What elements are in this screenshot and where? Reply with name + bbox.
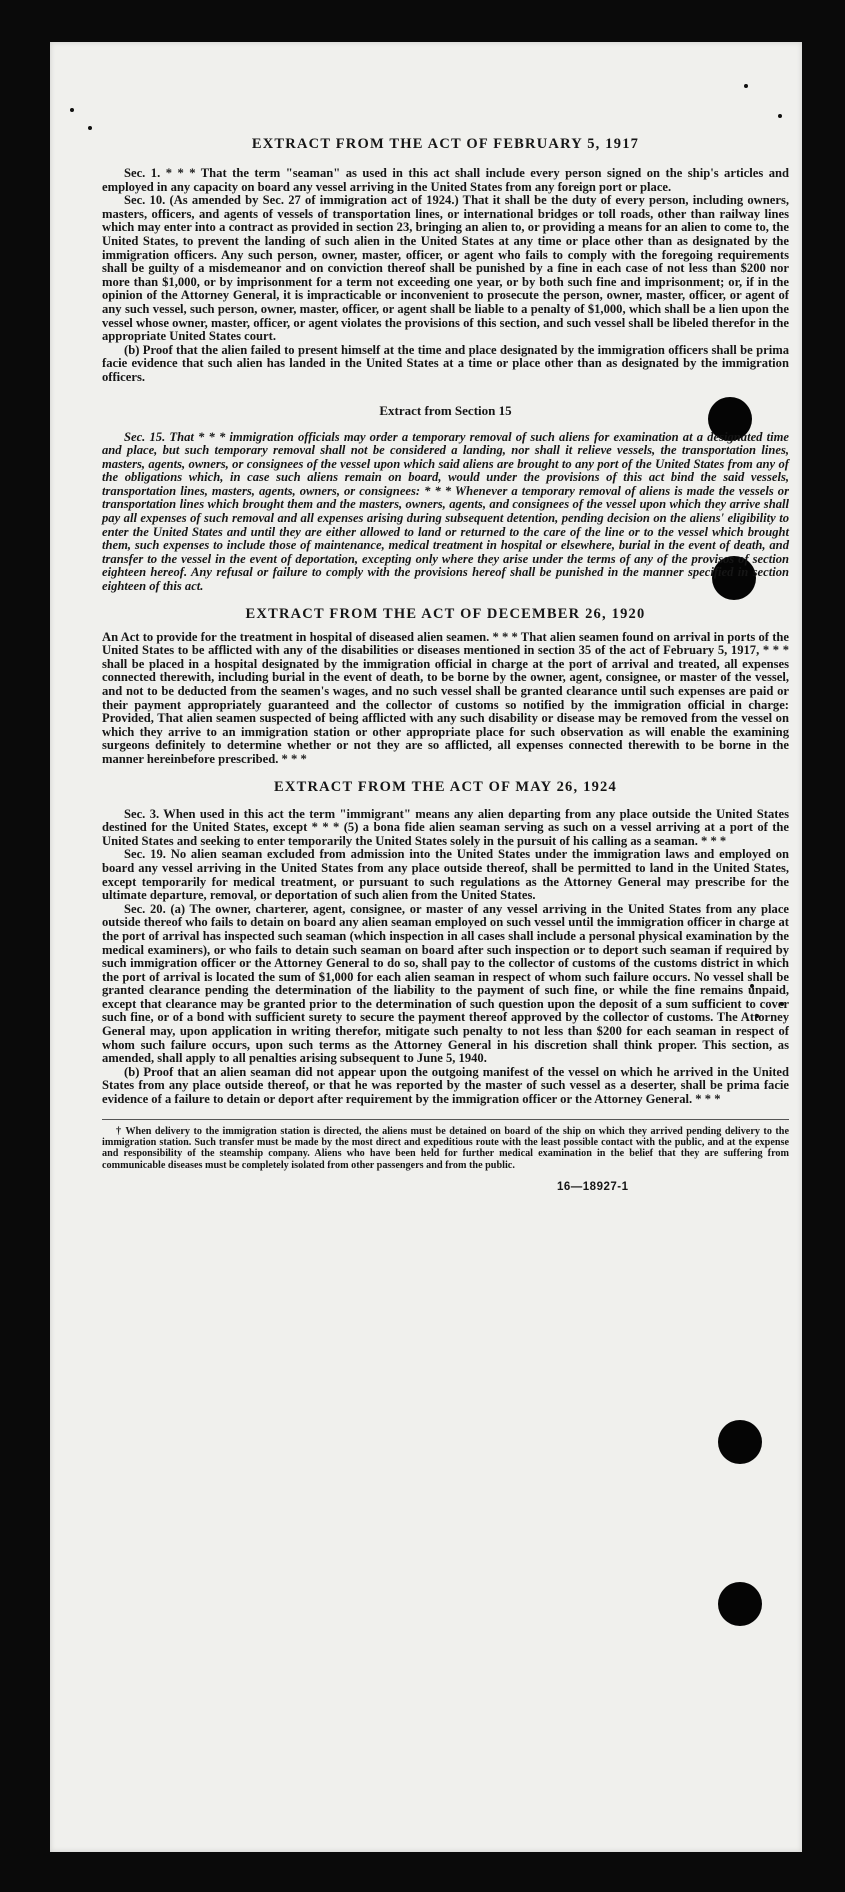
- speck: [778, 114, 782, 118]
- form-code: 16—18927-1: [557, 1180, 629, 1193]
- heading-act-1920: EXTRACT FROM THE ACT OF DECEMBER 26, 1920: [245, 605, 646, 622]
- speck: [88, 126, 92, 130]
- section-10-b: (b) Proof that the alien failed to present himself at the time and place designated by the immigration officers shall be prima facie evidence that such alien has landed in the United States at a time or place other than as designated by the immigration officers.: [102, 342, 789, 384]
- section-20-a: Sec. 20. (a) The owner, charterer, agent, consignee, or master of any vessel arriving in the United States from any place outside thereof who fails to detain on board any alien seaman employed on such vessel until the immigration officer in charge at the port of arrival has inspected such seaman (which inspection in all cases shall include a personal physical examination by the medical examiners), or who fails to detain such seaman on board after such inspection or to deport such seaman if required by such immigration officer or the Attorney General to do so, shall pay to the collector of customs of the customs district in which the port of arrival is located the sum of $1,000 for each alien seaman in respect of whom such failure occurs. No vessel shall be granted clearance pending the determination of the liability to the payment of such fine, or while the fine remains unpaid, except that clearance may be granted prior to the determination of such question upon the deposit of a sum sufficient to cover such fine, or of a bond with sufficient surety to secure the payment thereof approved by the collector of customs. The Attorney General may, upon application in writing therefor, mitigate such penalty to not less than $200 for each seaman in respect of whom such failure occurs, upon such terms as the Attorney General in his discretion shall think proper. This section, as amended, shall apply to all penalties arising subsequent to June 5, 1940.: [102, 901, 789, 1066]
- section-3: Sec. 3. When used in this act the term "immigrant" means any alien departing from any place outside the United States destined for the United States, except * * * (5) a bona fide alien seaman serving as such on a vessel arriving at a port of the United States and seeking to enter temporarily the United States solely in the pursuit of his calling as a seaman. * * *: [102, 806, 789, 848]
- heading-act-1917: EXTRACT FROM THE ACT OF FEBRUARY 5, 1917: [251, 136, 640, 152]
- footnote: † When delivery to the immigration station is directed, the aliens must be detained on board of the ship on which they arrived pending delivery to the immigration station. Such transfer must be made by the most direct and expeditious route with the least possible contact with the public, and at the expense and responsibility of the steamship company. Aliens who have been held for further medical examination in the belief that they are suffering from communicable diseases must be completely isolated from other passengers and from the public.: [102, 1125, 789, 1171]
- section-10: Sec. 10. (As amended by Sec. 27 of immigration act of 1924.) That it shall be the duty of every person, including owners, masters, officers, and agents of vessels of transportation lines, or international bridges or toll roads, other than railway lines which may enter into a contract as provided in section 23, bringing an alien to, or providing a means for an alien to come to, the United States, to prevent the landing of such alien in the United States at any time or place other than as designated by the immigration officers. Any such person, owner, master, officer, or agent who fails to comply with the foregoing requirements shall be guilty of a misdemeanor and on conviction thereof shall be punished by a fine in each case of not less than $200 nor more than $1,000, or by imprisonment for a term not exceeding one year, or by both such fine and imprisonment; or, if in the opinion of the Attorney General, it is impracticable or inconvenient to prosecute the person, owner, master, officer, or agent of any such vessel, such person, owner, master, officer, or agent shall be liable to a penalty of $1,000, which shall be a lien upon the vessel whose owner, master, officer, or agent violates the provisions of this section, and such vessel shall be libeled therefor in the appropriate United States court.: [102, 193, 789, 344]
- section-15: Sec. 15. That * * * immigration officials may order a temporary removal of such aliens for examination at a designated time and place, but such temporary removal shall not be considered a landing, nor shall it relieve vessels, the transportation lines, masters, agents, owners, or consignees of the vessel upon which said aliens are brought to any port of the United States from any of the obligations which, in case such aliens remain on board, would under the provisions of this act bind the said vessels, transportation lines, masters, agents, owners, or consignees: * * * Whenever a temporary removal of aliens is made the vessels or transportation lines which brought them and the masters, owners, agents, and consignees of the vessel upon which they arrive shall pay all expenses of such removal and all expenses arising during subsequent detention, pending decision on the aliens' eligibility to enter the United States and until they are either allowed to land or returned to the care of the line or to the vessel which brought them, such expenses to include those of maintenance, medical treatment in hospital or elsewhere, burial in the event of death, and transfer to the vessel in the event of deportation, excepting only where they arise under the terms of any of the provisos of section eighteen hereof. Any refusal or failure to comply with the provisions hereof shall be punished in the manner specified in section eighteen of this act.: [102, 429, 789, 594]
- speck: [744, 84, 748, 88]
- document-text: [102, 136, 789, 1193]
- document-page: [50, 42, 802, 1852]
- heading-act-1924: EXTRACT FROM THE ACT OF MAY 26, 1924: [274, 778, 617, 795]
- punch-hole: [718, 1582, 762, 1626]
- section-19: Sec. 19. No alien seaman excluded from admission into the United States under the immigration laws and employed on board any vessel arriving in the United States from any place outside thereof, shall be permitted to land in the United States, except temporarily for medical treatment, or pursuant to such regulations as the Attorney General may prescribe for the ultimate departure, removal, or deportation of such alien from the United States.: [102, 847, 789, 903]
- punch-hole: [718, 1420, 762, 1464]
- section-20-b: (b) Proof that an alien seaman did not appear upon the outgoing manifest of the vessel on which he arrived in the United States from any place outside thereof, or that he was reported by the master of such vessel as a deserter, shall be prima facie evidence of a failure to detain or deport after requirement by the immigration officer or the Attorney General. * * *: [102, 1064, 789, 1107]
- heading-section-15: Extract from Section 15: [379, 402, 512, 418]
- act-1920-text: An Act to provide for the treatment in hospital of diseased alien seamen. * * * That alien seamen found on arrival in ports of the United States to be afflicted with any of the disabilities or diseases mentioned in section 35 of the act of February 5, 1917, * * * shall be placed in a hospital designated by the immigration official in charge at the port of arrival and treated, all expenses connected therewith, including burial in the event of death, to be borne by the owner, agent, consignee, or master of the vessel, and not to be deducted from the seamen's wages, and no such vessel shall be granted clearance until such expenses are paid or their payment appropriately guaranteed and the collector of customs so notified by the immigration official in charge: Provided, That alien seamen suspected of being afflicted with any such disability or disease may be removed from the vessel on which they arrive to an immigration station or other appropriate place for such observation as will enable the examining surgeons definitely to determine whether or not they are so afflicted, all expenses connected therewith to be borne in the manner hereinbefore prescribed. * * *: [102, 629, 789, 766]
- speck: [70, 108, 74, 112]
- footnote-divider: [102, 1119, 789, 1120]
- section-1: Sec. 1. * * * That the term "seaman" as used in this act shall include every person signed on the ship's articles and employed in any capacity on board any vessel arriving in the United States from any foreign port or place.: [102, 166, 789, 194]
